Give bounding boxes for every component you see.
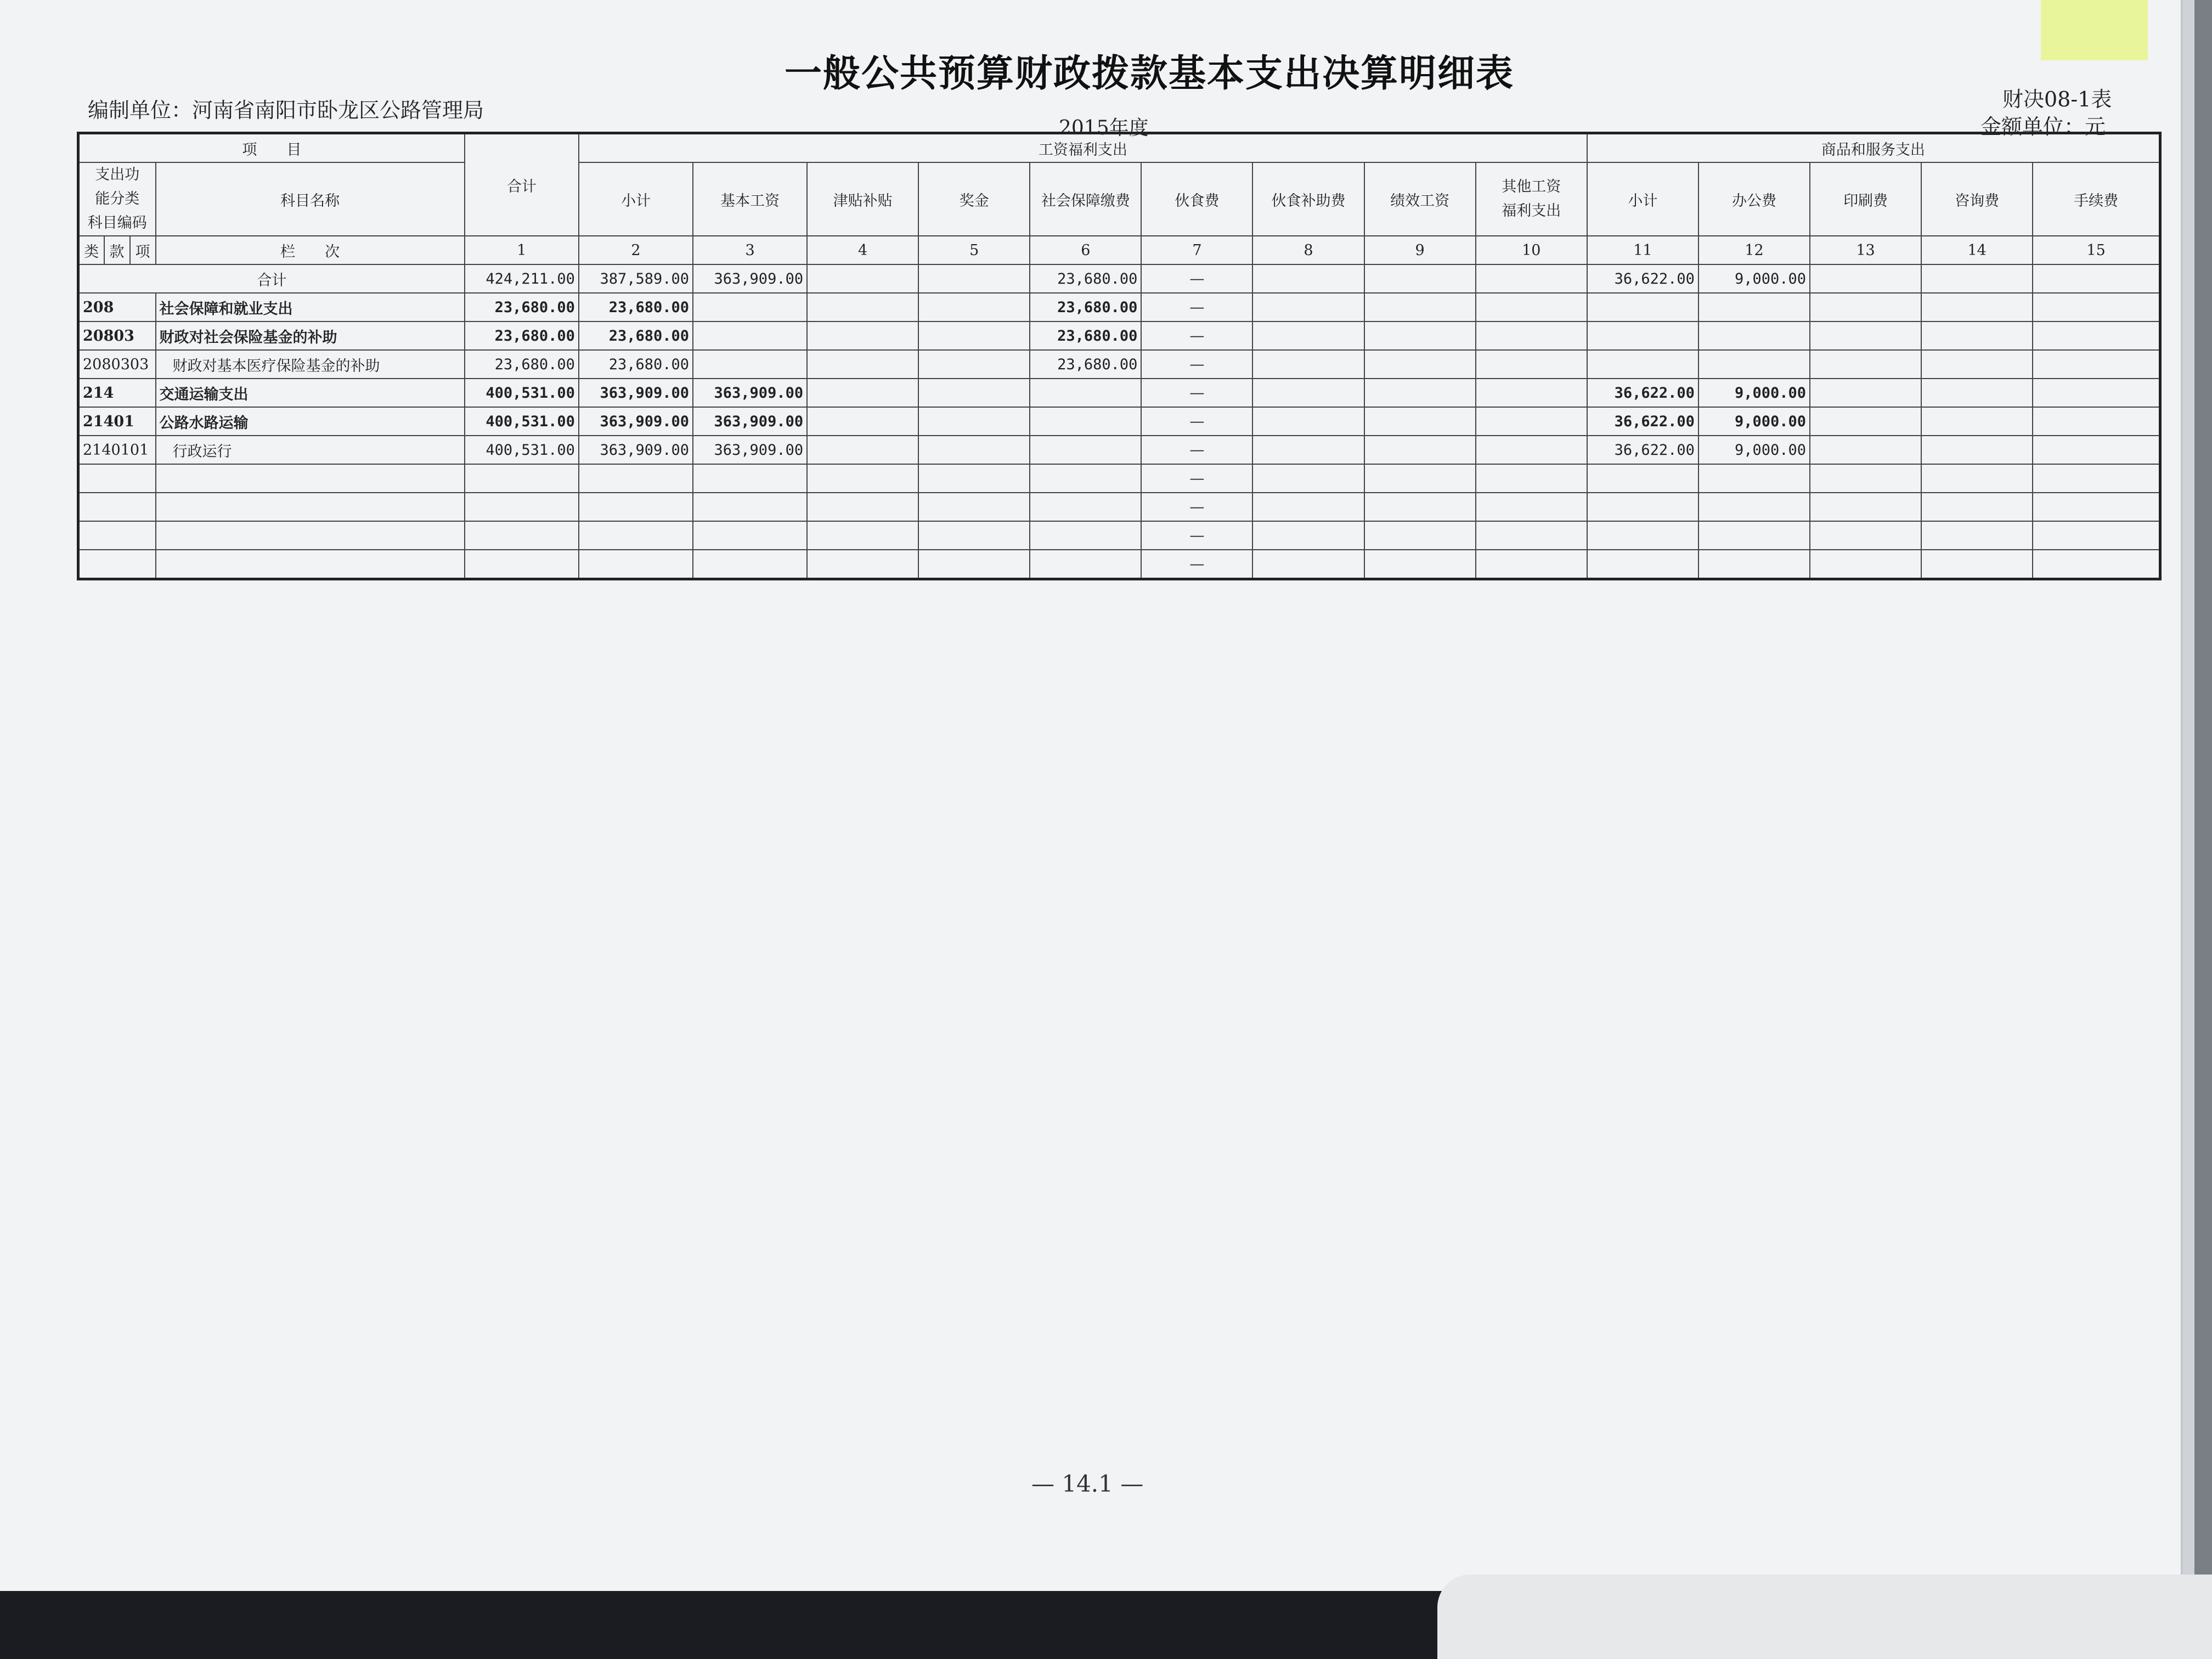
func-code-label [78,162,156,236]
cell-total: 23,680.00 [465,321,579,350]
cell-social-security [1030,379,1141,407]
cell-empty [1252,550,1364,579]
page-number: — 14.1 — [1031,1470,1144,1497]
cell-bonus [918,350,1030,379]
col-basic-wage: 基本工资 [693,162,807,236]
row-code: 20803 [78,321,156,350]
cell-meals: — [1141,407,1252,436]
cell-allowance [807,293,918,321]
sticky-note [2041,0,2148,60]
col-number: 1 [465,236,579,264]
other-wages-line-1: 其他工资 [1502,178,1561,195]
cell-empty [465,464,579,493]
cell-empty [1587,550,1699,579]
cell-allowance [807,407,918,436]
cell-bonus [918,379,1030,407]
cell-wage-subtotal: 363,909.00 [579,407,693,436]
cell-fees [2033,293,2160,321]
cell-wage-subtotal: 387,589.00 [579,264,693,293]
cell-goods-subtotal [1587,293,1699,321]
col-number: 15 [2033,236,2160,264]
cell-empty [693,464,807,493]
cell-performance-pay [1364,321,1476,350]
row-name: 交通运输支出 [156,379,465,407]
row-code [78,550,156,579]
cell-meal-subsidy [1252,293,1364,321]
cell-empty [1476,464,1587,493]
cell-social-security [1030,407,1141,436]
cell-allowance [807,436,918,464]
cell-wage-subtotal: 363,909.00 [579,379,693,407]
cell-empty [579,464,693,493]
cell-basic-wage: 363,909.00 [693,407,807,436]
cell-empty [1699,464,1810,493]
cell-social-security: 23,680.00 [1030,321,1141,350]
cell-meals: — [1141,379,1252,407]
cell-empty [1476,521,1587,550]
table-row [78,436,2160,464]
cell-empty [1252,521,1364,550]
cell-basic-wage: 363,909.00 [693,264,807,293]
cell-goods-subtotal [1587,321,1699,350]
cell-basic-wage: 363,909.00 [693,379,807,407]
cell-social-security: 23,680.00 [1030,293,1141,321]
header-row-1 [78,133,2160,163]
cell-office [1699,293,1810,321]
cell-consulting [1921,321,2033,350]
report-year: 2015年度 [1059,117,1149,139]
cell-empty [807,521,918,550]
row-code [78,521,156,550]
row-code: 21401 [78,407,156,436]
col-wage-subtotal: 小计 [579,162,693,236]
cell-goods-subtotal: 36,622.00 [1587,379,1699,407]
col-number: 3 [693,236,807,264]
cell-empty [1364,493,1476,521]
cell-meals: — [1141,436,1252,464]
cell-fees [2033,321,2160,350]
col-meals: 伙食费 [1141,162,1252,236]
col-number: 13 [1810,236,1921,264]
cell-meals: — [1141,550,1252,579]
row-name: 公路水路运输 [156,407,465,436]
col-number: 6 [1030,236,1141,264]
col-bonus: 奖金 [918,162,1030,236]
cell-empty [918,264,1030,293]
cell-empty [156,521,465,550]
func-code-line-1: 支出功 [95,166,140,183]
cell-empty [1252,464,1364,493]
cell-office [1699,321,1810,350]
cell-total: 400,531.00 [465,379,579,407]
cell-meals: — [1141,264,1252,293]
empty-row [78,550,2160,579]
total-row [78,264,2160,293]
cell-bonus [918,407,1030,436]
cell-performance-pay [1364,407,1476,436]
col-number: 11 [1587,236,1699,264]
cell-empty [2033,550,2160,579]
expenditure-table [77,132,2162,580]
cell-other-wages [1476,350,1587,379]
cell-empty [1921,464,2033,493]
row-code: 208 [78,293,156,321]
cell-empty [1364,464,1476,493]
cell-empty [465,550,579,579]
cell-meals: — [1141,464,1252,493]
empty-row [78,521,2160,550]
cell-meals: — [1141,293,1252,321]
cell-performance-pay [1364,436,1476,464]
cell-total: 400,531.00 [465,407,579,436]
cell-empty [1252,264,1364,293]
col-other-wages [1476,162,1587,236]
col-number: 4 [807,236,918,264]
cell-office: 9,000.00 [1699,264,1810,293]
report-title: 一般公共预算财政拨款基本支出决算明细表 [785,52,1515,95]
cell-basic-wage [693,350,807,379]
empty-row [78,493,2160,521]
compiling-unit: 编制单位：河南省南阳市卧龙区公路管理局 [88,98,484,122]
cell-meals: — [1141,350,1252,379]
cell-empty [1364,521,1476,550]
table-row [78,293,2160,321]
cell-empty [465,493,579,521]
cell-empty [1476,264,1587,293]
cell-empty [1921,521,2033,550]
cell-empty [156,464,465,493]
cell-empty [807,464,918,493]
cell-other-wages [1476,321,1587,350]
func-code-line-3: 科目编码 [87,215,147,232]
row-name: 行政运行 [156,436,465,464]
cell-printing [1810,293,1921,321]
col-number: 7 [1141,236,1252,264]
total-label: 合计 [78,264,465,293]
cell-wage-subtotal: 363,909.00 [579,436,693,464]
cell-office [1699,350,1810,379]
cell-total: 400,531.00 [465,436,579,464]
cell-printing [1810,321,1921,350]
cell-basic-wage: 363,909.00 [693,436,807,464]
cell-fees [2033,436,2160,464]
cell-meals: — [1141,321,1252,350]
cell-consulting [1921,293,2033,321]
col-printing: 印刷费 [1810,162,1921,236]
cell-empty [1476,493,1587,521]
cell-empty [1810,493,1921,521]
cell-meal-subsidy [1252,407,1364,436]
cell-consulting [1921,407,2033,436]
cell-empty [1699,521,1810,550]
column-number-row [78,236,2160,264]
cell-office: 9,000.00 [1699,407,1810,436]
func-code-line-2: 能分类 [95,190,140,207]
cell-performance-pay [1364,350,1476,379]
cell-office: 9,000.00 [1699,436,1810,464]
cell-empty [2033,521,2160,550]
row-code: 2080303 [78,350,156,379]
cell-empty [1364,550,1476,579]
cell-printing [1810,407,1921,436]
row-code: 214 [78,379,156,407]
row-name: 社会保障和就业支出 [156,293,465,321]
col-number: 10 [1476,236,1587,264]
cell-consulting [1921,436,2033,464]
cell-other-wages [1476,293,1587,321]
cell-empty [1587,493,1699,521]
cell-allowance [807,321,918,350]
cell-bonus [918,321,1030,350]
col-number: 14 [1921,236,2033,264]
cell-wage-subtotal: 23,680.00 [579,350,693,379]
data-rows [78,293,2160,579]
col-consulting: 咨询费 [1921,162,2033,236]
cell-empty [1476,550,1587,579]
cell-empty [693,493,807,521]
cell-other-wages [1476,379,1587,407]
cell-fees [2033,350,2160,379]
cell-empty [693,550,807,579]
cell-empty [1030,493,1141,521]
cell-empty [807,550,918,579]
col-number: 9 [1364,236,1476,264]
table-row [78,350,2160,379]
row-code [78,464,156,493]
cell-empty [918,464,1030,493]
cell-empty [156,550,465,579]
cell-empty [1364,264,1476,293]
cell-meal-subsidy [1252,436,1364,464]
cell-goods-subtotal: 36,622.00 [1587,264,1699,293]
col-number: 12 [1699,236,1810,264]
cell-bonus [918,293,1030,321]
lanci-label: 栏 次 [156,236,465,264]
cell-empty [2033,464,2160,493]
row-code [78,493,156,521]
cell-allowance [807,379,918,407]
cell-empty [807,264,918,293]
form-code: 财决08-1表 [2002,87,2112,111]
cell-performance-pay [1364,293,1476,321]
cell-fees [2033,379,2160,407]
kuan-label: 款 [104,236,130,264]
subject-name-header: 科目名称 [156,162,465,236]
cell-empty [1810,550,1921,579]
cell-empty [579,521,693,550]
cell-performance-pay [1364,379,1476,407]
cell-bonus [918,436,1030,464]
col-fees: 手续费 [2033,162,2160,236]
cell-goods-subtotal [1587,350,1699,379]
cell-empty [1810,464,1921,493]
row-name: 财政对社会保险基金的补助 [156,321,465,350]
cell-wage-subtotal: 23,680.00 [579,321,693,350]
cloth [1437,1575,2212,1659]
item-header: 项 目 [78,133,465,163]
cell-office: 9,000.00 [1699,379,1810,407]
cell-consulting [1921,350,2033,379]
cell-empty [1810,264,1921,293]
cell-empty [1030,550,1141,579]
cell-empty [1030,521,1141,550]
cell-fees [2033,407,2160,436]
cell-empty [1921,550,2033,579]
cell-meals: — [1141,521,1252,550]
cell-other-wages [1476,436,1587,464]
table-row [78,407,2160,436]
col-number: 5 [918,236,1030,264]
cell-empty [693,521,807,550]
cell-empty [1921,264,2033,293]
cell-empty [1252,493,1364,521]
cell-empty [1921,493,2033,521]
col-number: 2 [579,236,693,264]
cell-goods-subtotal: 36,622.00 [1587,436,1699,464]
goods-group-header: 商品和服务支出 [1587,133,2160,163]
table-row [78,321,2160,350]
cell-goods-subtotal: 36,622.00 [1587,407,1699,436]
other-wages-line-2: 福利支出 [1502,202,1561,219]
cell-empty [918,493,1030,521]
cell-meals: — [1141,493,1252,521]
total-header: 合计 [465,133,579,236]
cell-social-security [1030,436,1141,464]
row-code: 2140101 [78,436,156,464]
cell-allowance [807,350,918,379]
col-goods-subtotal: 小计 [1587,162,1699,236]
cell-printing [1810,350,1921,379]
cell-empty [465,521,579,550]
col-meal-subsidy: 伙食补助费 [1252,162,1364,236]
col-office: 办公费 [1699,162,1810,236]
cell-empty [156,493,465,521]
col-number: 8 [1252,236,1364,264]
cell-total: 424,211.00 [465,264,579,293]
cell-empty [1587,464,1699,493]
col-performance-pay: 绩效工资 [1364,162,1476,236]
cell-empty [2033,493,2160,521]
cell-empty [1030,464,1141,493]
cell-empty [1699,493,1810,521]
cell-social-security: 23,680.00 [1030,264,1141,293]
cell-total: 23,680.00 [465,293,579,321]
cell-consulting [1921,379,2033,407]
cell-wage-subtotal: 23,680.00 [579,293,693,321]
cell-total: 23,680.00 [465,350,579,379]
cell-other-wages [1476,407,1587,436]
cell-basic-wage [693,293,807,321]
cell-printing [1810,379,1921,407]
cell-empty [2033,264,2160,293]
col-allowance: 津贴补贴 [807,162,918,236]
cell-empty [918,521,1030,550]
xiang-label: 项 [130,236,156,264]
cell-social-security: 23,680.00 [1030,350,1141,379]
cell-empty [807,493,918,521]
row-name: 财政对基本医疗保险基金的补助 [156,350,465,379]
cell-meal-subsidy [1252,321,1364,350]
money-unit: 金额单位：元 [1980,115,2106,139]
lei-label: 类 [78,236,104,264]
cell-basic-wage [693,321,807,350]
cell-empty [1810,521,1921,550]
cell-empty [1587,521,1699,550]
col-social-security: 社会保障缴费 [1030,162,1141,236]
table-row [78,379,2160,407]
wages-group-header: 工资福利支出 [579,133,1587,163]
empty-row [78,464,2160,493]
cell-empty [579,550,693,579]
cell-empty [1699,550,1810,579]
cell-printing [1810,436,1921,464]
cell-meal-subsidy [1252,379,1364,407]
cell-meal-subsidy [1252,350,1364,379]
cell-empty [579,493,693,521]
cell-empty [918,550,1030,579]
